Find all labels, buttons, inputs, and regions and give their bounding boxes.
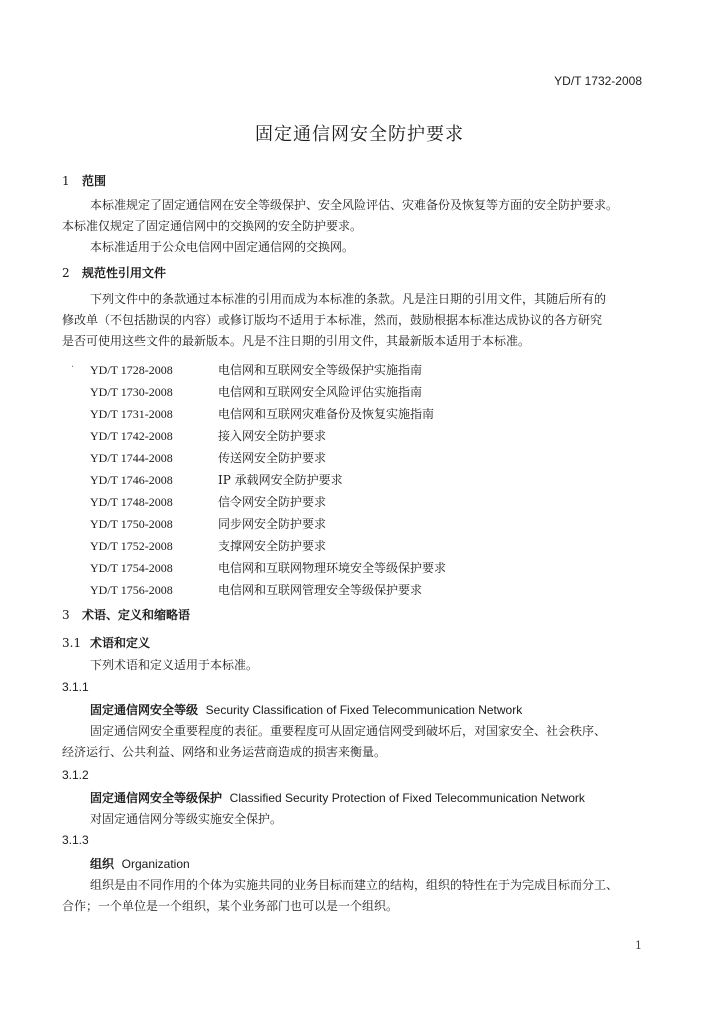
reference-title: 接入网安全防护要求 (218, 429, 327, 443)
section-1-heading (62, 172, 106, 189)
sec1-paragraph-1-line-1: 本标准规定了固定通信网在安全等级保护、安全风险评估、灾难备份及恢复等方面的安全防护要求。 (90, 198, 619, 212)
section-title: 规范性引用文件 (82, 266, 167, 280)
reference-code: YD/T 1730-2008 (90, 385, 173, 399)
document-title: 固定通信网安全防护要求 (255, 124, 464, 145)
definition-3-1-3-line-1: 组织是由不同作用的个体为实施共同的业务目标而建立的结构，组织的特性在于为完成目标而分工、 (90, 878, 619, 892)
reference-title: 传送网安全防护要求 (218, 451, 327, 465)
reference-code: YD/T 1744-2008 (90, 451, 173, 465)
reference-item (90, 493, 326, 510)
definition-3-1-1-line-1: 固定通信网安全重要程度的表征。重要程度可从固定通信网受到破坏后，对国家安全、社会秩序、 (90, 724, 607, 738)
sec2-paragraph-line-2: 修改单（不包括勘误的内容）或修订版均不适用于本标准，然而，鼓励根据本标准达成协议的各方研究 (62, 313, 603, 327)
term-3-1-1 (90, 701, 522, 718)
reference-item (90, 559, 446, 576)
reference-title: IP 承载网安全防护要求 (218, 473, 343, 487)
standard-code: YD/T 1732-2008 (554, 74, 642, 88)
term-3-1-3 (90, 855, 190, 872)
section-title: 范围 (82, 174, 107, 188)
reference-title: 电信网和互联网安全风险评估实施指南 (218, 385, 423, 399)
page-number: 1 (635, 939, 642, 952)
subsection-number: 3.1 (62, 636, 82, 650)
reference-code: YD/T 1746-2008 (90, 473, 173, 487)
section-title: 术语、定义和缩略语 (82, 608, 191, 622)
term-chinese: 固定通信网安全等级保护 (90, 791, 223, 805)
reference-item (90, 471, 343, 488)
clause-3-1-1-number: 3.1.1 (62, 680, 89, 694)
reference-item (90, 405, 434, 422)
reference-item (90, 515, 326, 532)
term-3-1-2 (90, 789, 585, 806)
reference-code: YD/T 1731-2008 (90, 407, 173, 421)
sec1-paragraph-1-line-2: 本标准仅规定了固定通信网中的交换网的安全防护要求。 (62, 219, 363, 233)
sec2-paragraph-line-3: 是否可使用这些文件的最新版本。凡是不注日期的引用文件，其最新版本适用于本标准。 (62, 334, 531, 348)
section-3-heading (62, 606, 190, 623)
reference-item (90, 361, 422, 378)
reference-item (90, 449, 326, 466)
term-chinese: 组织 (90, 857, 115, 871)
section-number: 3 (62, 608, 70, 622)
subsection-3-1-intro: 下列术语和定义适用于本标准。 (90, 658, 259, 672)
clause-3-1-2-number: 3.1.2 (62, 768, 89, 782)
clause-3-1-3-number: 3.1.3 (62, 833, 89, 847)
term-english: Security Classification of Fixed Telecommunication Network (205, 703, 523, 717)
reference-item (90, 427, 326, 444)
list-bullet: · (71, 362, 75, 373)
reference-item (90, 383, 422, 400)
reference-title: 电信网和互联网物理环境安全等级保护要求 (218, 561, 447, 575)
definition-3-1-2: 对固定通信网分等级实施安全保护。 (90, 812, 283, 826)
reference-code: YD/T 1748-2008 (90, 495, 173, 509)
reference-item (90, 537, 326, 554)
reference-code: YD/T 1754-2008 (90, 561, 173, 575)
reference-code: YD/T 1756-2008 (90, 583, 173, 597)
subsection-3-1-heading (62, 634, 150, 651)
reference-title: 电信网和互联网安全等级保护实施指南 (218, 363, 423, 377)
section-number: 1 (62, 174, 70, 188)
term-chinese: 固定通信网安全等级 (90, 703, 199, 717)
term-english: Classified Security Protection of Fixed Telecommunication Network (229, 791, 585, 805)
reference-title: 支撑网安全防护要求 (218, 539, 327, 553)
definition-3-1-1-line-2: 经济运行、公共利益、网络和业务运营商造成的损害来衡量。 (62, 745, 387, 759)
sec1-paragraph-2: 本标准适用于公众电信网中固定通信网的交换网。 (90, 240, 355, 254)
reference-code: YD/T 1728-2008 (90, 363, 173, 377)
section-number: 2 (62, 266, 70, 280)
reference-title: 同步网安全防护要求 (218, 517, 327, 531)
section-2-heading (62, 264, 166, 281)
reference-code: YD/T 1742-2008 (90, 429, 173, 443)
reference-title: 电信网和互联网灾难备份及恢复实施指南 (218, 407, 435, 421)
reference-item (90, 581, 422, 598)
definition-3-1-3-line-2: 合作；一个单位是一个组织，某个业务部门也可以是一个组织。 (62, 899, 399, 913)
reference-code: YD/T 1750-2008 (90, 517, 173, 531)
reference-code: YD/T 1752-2008 (90, 539, 173, 553)
subsection-title: 术语和定义 (90, 636, 151, 650)
sec2-paragraph-line-1: 下列文件中的条款通过本标准的引用而成为本标准的条款。凡是注日期的引用文件，其随后所有的 (90, 292, 607, 306)
reference-title: 电信网和互联网管理安全等级保护要求 (218, 583, 423, 597)
term-english: Organization (121, 857, 190, 871)
reference-title: 信令网安全防护要求 (218, 495, 327, 509)
